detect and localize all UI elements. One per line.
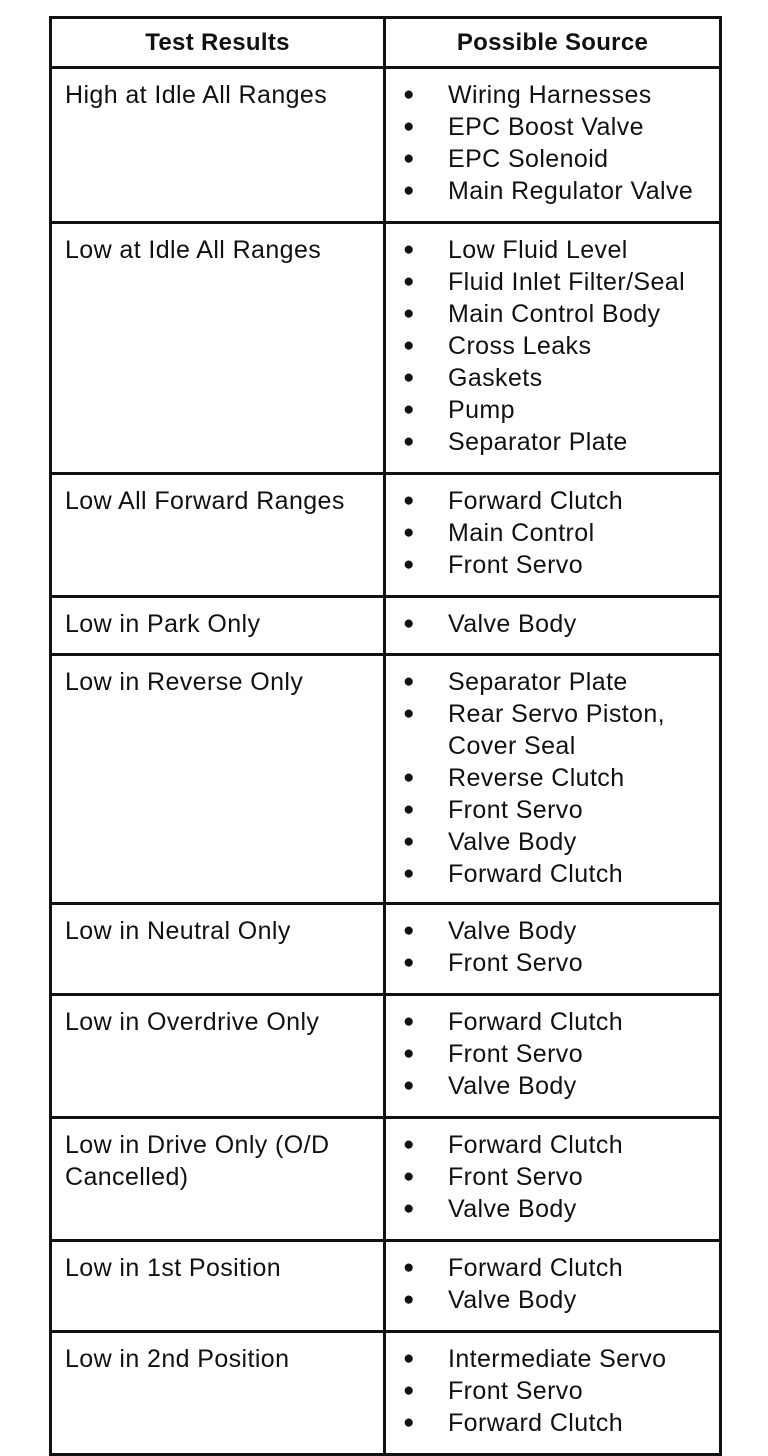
source-text: Valve Body (448, 917, 577, 945)
bullet-icon: ● (403, 335, 415, 356)
bullet-icon: ● (403, 116, 415, 137)
source-item (386, 517, 719, 549)
source-text: Valve Body (448, 1286, 577, 1314)
source-list (386, 656, 719, 898)
possible-source-cell (385, 68, 721, 223)
source-item (386, 794, 719, 826)
source-item (386, 1407, 719, 1439)
source-text: Front Servo (448, 1163, 584, 1191)
possible-source-cell (385, 995, 721, 1118)
source-item (386, 666, 719, 698)
possible-source-cell (385, 1241, 721, 1332)
source-item (386, 1070, 719, 1102)
source-item (386, 175, 719, 207)
pressure-test-table-sheet (49, 16, 719, 1437)
source-text: Intermediate Servo (448, 1345, 667, 1373)
source-item (386, 234, 719, 266)
source-item (386, 1284, 719, 1316)
bullet-icon: ● (403, 367, 415, 388)
source-text: EPC Boost Valve (448, 113, 644, 141)
source-item (386, 1161, 719, 1193)
table-row (51, 655, 721, 904)
table-row (51, 1332, 721, 1455)
test-result-cell: Low in 2nd Position (51, 1332, 385, 1455)
source-list (386, 475, 719, 589)
source-item (386, 698, 719, 762)
source-text: Gaskets (448, 364, 543, 392)
source-item (386, 330, 719, 362)
bullet-icon: ● (403, 522, 415, 543)
source-text: Valve Body (448, 1195, 577, 1223)
table-row (51, 474, 721, 597)
source-item (386, 426, 719, 458)
header-row (51, 18, 721, 68)
bullet-icon: ● (403, 703, 415, 724)
bullet-icon: ● (403, 613, 415, 634)
bullet-icon: ● (403, 1043, 415, 1064)
bullet-icon: ● (403, 399, 415, 420)
possible-source-cell (385, 1332, 721, 1455)
source-item (386, 826, 719, 858)
source-text: EPC Solenoid (448, 145, 609, 173)
source-list (386, 996, 719, 1110)
source-item (386, 362, 719, 394)
source-text: Forward Clutch (448, 1254, 624, 1282)
bullet-icon: ● (403, 863, 415, 884)
possible-source-cell (385, 474, 721, 597)
test-result-cell: Low in Drive Only (O/D Cancelled) (51, 1118, 385, 1241)
source-item (386, 143, 719, 175)
source-list (386, 1119, 719, 1233)
test-result-cell: Low in Park Only (51, 597, 385, 655)
source-text: Main Control Body (448, 300, 661, 328)
test-result-cell: Low in Reverse Only (51, 655, 385, 904)
source-text: Front Servo (448, 1040, 584, 1068)
bullet-icon: ● (403, 431, 415, 452)
header-test-results: Test Results (51, 18, 385, 68)
source-item (386, 1252, 719, 1284)
source-item (386, 266, 719, 298)
test-result-cell: High at Idle All Ranges (51, 68, 385, 223)
source-list (386, 905, 719, 987)
source-item (386, 79, 719, 111)
source-item (386, 394, 719, 426)
header-possible-source: Possible Source (385, 18, 721, 68)
bullet-icon: ● (403, 239, 415, 260)
source-text: Front Servo (448, 1377, 584, 1405)
source-text: Valve Body (448, 1072, 577, 1100)
bullet-icon: ● (403, 1134, 415, 1155)
bullet-icon: ● (403, 1380, 415, 1401)
test-result-cell: Low in 1st Position (51, 1241, 385, 1332)
bullet-icon: ● (403, 84, 415, 105)
possible-source-cell (385, 1118, 721, 1241)
possible-source-cell (385, 223, 721, 474)
source-item (386, 298, 719, 330)
test-result-cell: Low at Idle All Ranges (51, 223, 385, 474)
bullet-icon: ● (403, 1257, 415, 1278)
source-text: Reverse Clutch (448, 764, 625, 792)
source-text: Wiring Harnesses (448, 81, 652, 109)
source-item (386, 947, 719, 979)
bullet-icon: ● (403, 271, 415, 292)
bullet-icon: ● (403, 671, 415, 692)
source-item (386, 915, 719, 947)
bullet-icon: ● (403, 952, 415, 973)
source-text: Main Control (448, 519, 595, 547)
bullet-icon: ● (403, 148, 415, 169)
bullet-icon: ● (403, 1289, 415, 1310)
source-text: Forward Clutch (448, 487, 624, 515)
source-item (386, 549, 719, 581)
source-text: Fluid Inlet Filter/Seal (448, 268, 686, 296)
source-text: Front Servo (448, 551, 584, 579)
bullet-icon: ● (403, 180, 415, 201)
source-item (386, 1038, 719, 1070)
possible-source-cell (385, 655, 721, 904)
source-item (386, 1375, 719, 1407)
bullet-icon: ● (403, 554, 415, 575)
bullet-icon: ● (403, 490, 415, 511)
bullet-icon: ● (403, 767, 415, 788)
source-text: Forward Clutch (448, 1131, 624, 1159)
bullet-icon: ● (403, 1011, 415, 1032)
pressure-test-table (49, 16, 722, 1456)
source-list (386, 598, 719, 648)
table-row (51, 904, 721, 995)
test-result-cell: Low in Neutral Only (51, 904, 385, 995)
test-result-cell: Low All Forward Ranges (51, 474, 385, 597)
bullet-icon: ● (403, 920, 415, 941)
table-row (51, 1241, 721, 1332)
source-text: Cross Leaks (448, 332, 592, 360)
source-text: Forward Clutch (448, 1409, 624, 1437)
table-row (51, 597, 721, 655)
source-text: Forward Clutch (448, 860, 624, 888)
source-text: Separator Plate (448, 428, 628, 456)
source-text: Pump (448, 396, 515, 424)
source-list (386, 224, 719, 466)
bullet-icon: ● (403, 303, 415, 324)
bullet-icon: ● (403, 1348, 415, 1369)
source-text: Forward Clutch (448, 1008, 624, 1036)
source-item (386, 111, 719, 143)
source-item (386, 1006, 719, 1038)
source-text: Main Regulator Valve (448, 177, 694, 205)
source-text: Valve Body (448, 610, 577, 638)
possible-source-cell (385, 597, 721, 655)
source-item (386, 1129, 719, 1161)
bullet-icon: ● (403, 1198, 415, 1219)
source-list (386, 1242, 719, 1324)
bullet-icon: ● (403, 1075, 415, 1096)
source-item (386, 1343, 719, 1375)
test-result-cell: Low in Overdrive Only (51, 995, 385, 1118)
possible-source-cell (385, 904, 721, 995)
source-text: Valve Body (448, 828, 577, 856)
table-row (51, 995, 721, 1118)
source-item (386, 1193, 719, 1225)
bullet-icon: ● (403, 831, 415, 852)
bullet-icon: ● (403, 799, 415, 820)
source-list (386, 69, 719, 215)
source-list (386, 1333, 719, 1447)
source-text: Low Fluid Level (448, 236, 628, 264)
source-item (386, 762, 719, 794)
table-row (51, 68, 721, 223)
source-text: Front Servo (448, 949, 584, 977)
table-row (51, 1118, 721, 1241)
source-item (386, 485, 719, 517)
bullet-icon: ● (403, 1166, 415, 1187)
source-text: Front Servo (448, 796, 584, 824)
source-item (386, 858, 719, 890)
source-text: Rear Servo Piston, Cover Seal (448, 700, 666, 760)
bullet-icon: ● (403, 1412, 415, 1433)
source-item (386, 608, 719, 640)
table-row (51, 223, 721, 474)
source-text: Separator Plate (448, 668, 628, 696)
